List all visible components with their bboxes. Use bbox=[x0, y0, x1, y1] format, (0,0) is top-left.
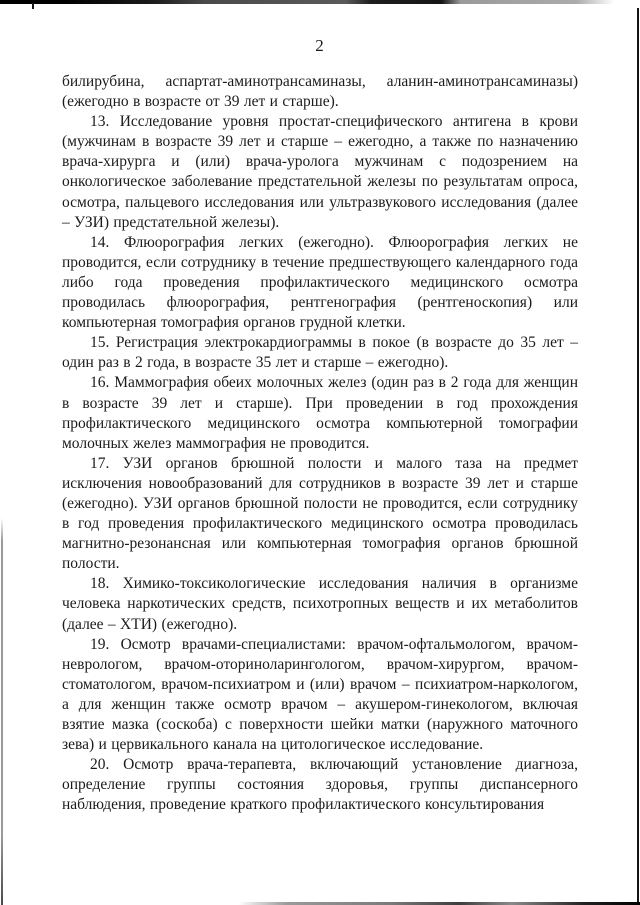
scan-edge-left bbox=[1, 518, 3, 905]
paragraph-item-18: 18. Химико-токсикологические исследования наличия в организме человека наркотических средств, психотропных веществ и их метаболитов (далее – ХТИ) (ежегодно). bbox=[62, 575, 578, 633]
paragraph-item-16: 16. Маммография обеих молочных желез (один раз в 2 года для женщин в возрасте 39 лет и старше). При проведении в год прохождения профилактического медицинского осмотра компьютерной томографии молочных желез маммография не проводится. bbox=[62, 374, 578, 452]
paragraph-item-17: 17. УЗИ органов брюшной полости и малого таза на предмет исключения новообразований для сотрудников в возрасте 39 лет и старше (ежегодно). УЗИ органов брюшной полости не проводится, если сотруднику в год проведения профилактического медицинского осмотра проводилась магнитно-резонансная или компьютерная томография органов брюшной полости. bbox=[62, 454, 578, 573]
page-number: 2 bbox=[315, 36, 324, 55]
paragraph-item-14: 14. Флюорография легких (ежегодно). Флюорография легких не проводится, если сотруднику в течение предшествующего календарного года либо года проведения профилактического медицинского осмотра проводилась флюорография, рентгенография (рентгеноскопия) или компьютерная томография органов грудной клетки. bbox=[62, 233, 578, 332]
paragraph-item-15: 15. Регистрация электрокардиограммы в покое (в возрасте до 35 лет – один раз в 2 года, в возрасте 35 лет и старше – ежегодно). bbox=[62, 334, 578, 372]
paragraph-item-20: 20. Осмотр врача-терапевта, включающий установление диагноза, определение группы состояния здоровья, группы диспансерного наблюдения, проведение краткого профилактического консультирования bbox=[62, 756, 578, 814]
scan-edge-right bbox=[637, 8, 639, 905]
paragraph-continuation: билирубина, аспартат-аминотрансаминазы, аланин-аминотрансаминазы) (ежегодно в возрасте от 39 лет и старше). bbox=[62, 73, 578, 111]
paragraph-item-13: 13. Исследование уровня простат-специфического антигена в крови (мужчинам в возрасте 39 лет и старше – ежегодно, а также по назначению врача-хирурга и (или) врача-уролога мужчинам с подозрением на онкологическое заболевание предстательной железы по результатам опроса, осмотра, пальцевого исследования или ультразвукового исследования (далее – УЗИ) предстательной железы). bbox=[62, 113, 578, 231]
scan-edge-top-tick bbox=[32, 3, 34, 9]
paragraph-item-19: 19. Осмотр врачами-специалистами: врачом-офтальмологом, врачом-неврологом, врачом-оториноларингологом, врачом-хирургом, врачом-стоматологом, врачом-психиатром и (или) врачом – психиатром-наркологом, а для женщин также осмотр врачом – акушером-гинекологом, включая взятие мазка (соскоба) с поверхности шейки матки (наружного маточного зева) и цервикального канала на цитологическое исследование. bbox=[62, 635, 578, 754]
scan-edge-top bbox=[0, 0, 640, 4]
document-body bbox=[62, 72, 578, 815]
